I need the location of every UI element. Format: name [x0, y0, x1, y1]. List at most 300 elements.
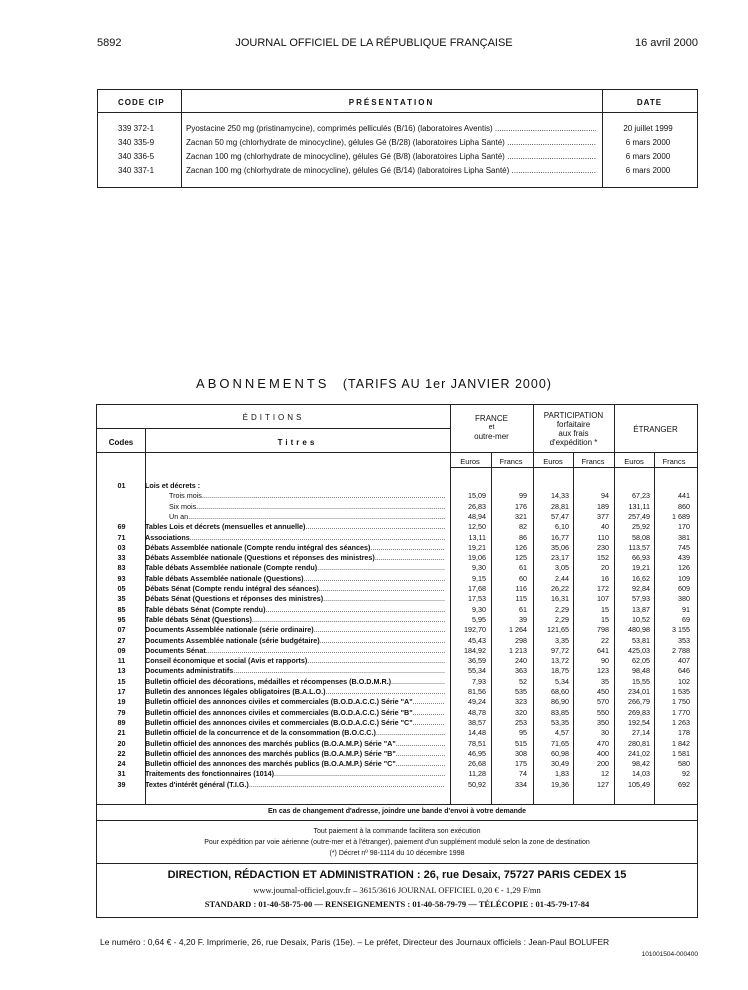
- edition-title: Bulletin officiel des annonces des marchés publics (B.O.A.M.P.) Série "B" .....: [145, 749, 445, 759]
- price-cell: 15: [601, 604, 609, 614]
- price-cell: 2 788: [672, 645, 690, 655]
- cip-code: 340 336-5: [118, 152, 155, 161]
- price-cell: 95: [519, 728, 527, 738]
- tarif-row: [97, 697, 697, 707]
- price-cell: 28,81: [551, 501, 569, 511]
- edition-title: Table débats Sénat (Compte rendu) .....: [145, 605, 445, 615]
- row-date: 6 mars 2000: [625, 138, 671, 147]
- price-cell: 13,11: [468, 532, 486, 542]
- price-cell: 25,92: [632, 522, 650, 532]
- edition-title: Bulletin des annonces légales obligatoires (B.A.L.O.) .....: [145, 687, 445, 697]
- cip-code: 340 337-1: [118, 166, 155, 175]
- price-cell: 257,49: [628, 511, 650, 521]
- price-cell: 308: [515, 748, 527, 758]
- price-cell: 126: [515, 542, 527, 552]
- unit-francs: Francs: [662, 457, 686, 466]
- edition-title: Bulletin officiel des décorations, médailles et récompenses (B.O.D.M.R.) .....: [145, 677, 445, 687]
- tarif-row: [97, 553, 697, 563]
- price-cell: 57,47: [551, 511, 569, 521]
- address-note: En cas de changement d'adresse, joindre une bande d'envoi à votre demande: [267, 808, 527, 815]
- row-date: 20 juillet 1999: [623, 124, 673, 133]
- price-cell: 98,48: [632, 666, 650, 676]
- head-part-line2: forfaitaire: [556, 420, 591, 429]
- payment-note: Tout paiement à la commande facilitera son exécution: [313, 828, 481, 835]
- price-cell: 68,60: [551, 687, 569, 696]
- edition-code: 03: [117, 542, 126, 552]
- price-cell: 1 213: [509, 645, 527, 655]
- edition-title: Débats Sénat (Compte rendu intégral des séances) .....: [145, 584, 445, 594]
- price-cell: 1 535: [672, 687, 690, 696]
- edition-code: 83: [117, 563, 126, 573]
- price-cell: 470: [597, 738, 609, 748]
- price-cell: 16,31: [551, 594, 569, 604]
- price-cell: 116: [515, 584, 527, 593]
- edition-code: 93: [117, 573, 126, 583]
- abonnements-title-rest: (TARIFS AU 1er JANVIER 2000): [342, 377, 552, 391]
- tarifs-table: [96, 404, 698, 918]
- price-cell: 400: [597, 748, 609, 758]
- col-presentation: PRÉSENTATION: [348, 98, 435, 107]
- price-cell: 377: [597, 511, 609, 521]
- price-cell: 90: [601, 656, 609, 666]
- tarif-row: [97, 749, 697, 759]
- price-cell: 692: [678, 779, 690, 789]
- price-cell: 1 263: [672, 717, 690, 727]
- price-cell: 515: [515, 738, 527, 748]
- tarif-row: [97, 656, 697, 666]
- edition-code: 89: [117, 717, 126, 727]
- price-cell: 35,06: [551, 542, 569, 552]
- presentation-text: Zacnan 50 mg (chlorhydrate de minocycline), gélules Gé (B/28) (laboratoires Lipha Santé) .....: [186, 138, 596, 147]
- tarif-row: [97, 636, 697, 646]
- journal-title: JOURNAL OFFICIEL DE LA RÉPUBLIQUE FRANÇAISE: [235, 37, 513, 49]
- price-cell: 125: [515, 553, 527, 563]
- price-cell: 9,15: [472, 573, 486, 583]
- price-cell: 53,81: [632, 635, 650, 645]
- edition-code: 22: [117, 748, 126, 758]
- abonnements-title-main: ABONNEMENTS: [196, 376, 330, 391]
- tarif-row: [97, 502, 697, 512]
- price-cell: 253: [515, 717, 527, 727]
- price-cell: 94: [601, 491, 609, 501]
- price-cell: 110: [597, 532, 609, 542]
- edition-title: Débats Sénat (Questions et réponses des ministres) .....: [145, 594, 445, 604]
- tarif-row: [97, 769, 697, 779]
- row-date: 6 mars 2000: [625, 166, 671, 175]
- price-cell: 82: [519, 522, 527, 532]
- price-cell: 170: [678, 522, 690, 532]
- price-cell: 860: [678, 501, 690, 511]
- price-cell: 26,68: [468, 759, 486, 769]
- price-cell: 61: [519, 604, 527, 614]
- price-cell: 1 581: [672, 748, 690, 758]
- presentation-text: Zacnan 100 mg (chlorhydrate de minocycline), gélules Gé (B/14) (laboratoires Lipha Santé) .....: [186, 166, 596, 175]
- edition-code: 79: [117, 707, 126, 717]
- price-cell: 439: [678, 553, 690, 563]
- price-cell: 98,42: [632, 759, 650, 769]
- price-cell: 39: [519, 614, 527, 624]
- head-etranger: ÉTRANGER: [633, 425, 678, 434]
- price-cell: 441: [678, 491, 690, 501]
- price-cell: 1,83: [555, 769, 569, 779]
- print-code: 101001504-000400: [641, 951, 698, 958]
- edition-code: 11: [117, 656, 126, 666]
- price-cell: 105,49: [628, 779, 650, 789]
- edition-code: 69: [117, 522, 126, 532]
- price-cell: 49,24: [468, 697, 486, 707]
- tarif-row: [97, 543, 697, 553]
- price-cell: 66,93: [632, 553, 650, 563]
- price-cell: 3 155: [672, 625, 690, 635]
- table-row: [98, 138, 697, 152]
- price-cell: 184,92: [464, 645, 486, 655]
- edition-title: Débats Assemblée nationale (Compte rendu intégral des séances) .....: [145, 543, 445, 553]
- tarif-row: [97, 625, 697, 635]
- price-cell: 280,81: [628, 738, 650, 748]
- edition-code: 71: [117, 532, 126, 542]
- price-cell: 46,95: [468, 748, 486, 758]
- price-cell: 234,01: [628, 687, 650, 696]
- price-cell: 14,03: [632, 769, 650, 779]
- price-cell: 350: [597, 717, 609, 727]
- price-cell: 178: [678, 728, 690, 738]
- price-cell: 1 770: [672, 707, 690, 717]
- tarif-row: [97, 574, 697, 584]
- price-cell: 407: [678, 656, 690, 666]
- price-cell: 798: [597, 625, 609, 635]
- edition-code: 31: [117, 769, 126, 779]
- price-cell: 16,77: [551, 532, 569, 542]
- price-cell: 115: [515, 594, 527, 604]
- cip-code: 340 335-9: [118, 138, 155, 147]
- price-cell: 86: [519, 532, 527, 542]
- tarif-row: [97, 594, 697, 604]
- price-cell: 121,65: [547, 625, 569, 635]
- edition-title: Documents Assemblée nationale (série ordinaire) .....: [145, 625, 445, 635]
- website-line: www.journal-officiel.gouv.fr – 3615/3616 JOURNAL OFFICIEL 0,20 € - 1,29 F/mn: [253, 885, 541, 895]
- price-cell: 609: [678, 584, 690, 593]
- price-cell: 86,90: [551, 697, 569, 707]
- price-cell: 97,72: [551, 645, 569, 655]
- price-cell: 18,75: [551, 666, 569, 676]
- price-cell: 57,93: [632, 594, 650, 604]
- edition-title: Bulletin officiel des annonces des marchés publics (B.O.A.M.P.) Série "C" .....: [145, 759, 445, 769]
- price-cell: 48,94: [468, 511, 486, 521]
- price-cell: 1 689: [672, 511, 690, 521]
- price-cell: 19,36: [551, 779, 569, 789]
- price-cell: 230: [597, 542, 609, 552]
- price-cell: 50,92: [468, 779, 486, 789]
- tarif-row: [97, 512, 697, 522]
- price-cell: 580: [678, 759, 690, 769]
- edition-title: Associations .....: [145, 533, 445, 543]
- price-cell: 176: [515, 501, 527, 511]
- decree-note: (*) Décret nº 98-1114 du 10 décembre 1998: [329, 850, 465, 857]
- abonnements-title: [0, 376, 748, 391]
- edition-code: 33: [117, 553, 126, 563]
- table-row: [98, 152, 697, 166]
- price-cell: 10,52: [632, 614, 650, 624]
- air-shipping-note: Pour expédition par voie aérienne (outre-mer et à l'étranger), paiement d'un supplément modulé selon la zone de destination: [204, 839, 590, 846]
- price-cell: 60,98: [551, 748, 569, 758]
- tarif-row: [97, 584, 697, 594]
- price-cell: 13,87: [632, 604, 650, 614]
- price-cell: 334: [515, 779, 527, 789]
- price-cell: 23,17: [551, 553, 569, 563]
- price-cell: 107: [597, 594, 609, 604]
- price-cell: 38,57: [468, 717, 486, 727]
- price-cell: 48,78: [468, 707, 486, 717]
- edition-title: Documents administratifs .....: [145, 666, 445, 676]
- presentation-text: Pyostacine 250 mg (pristinamycine), comprimés pelliculés (B/16) (laboratoires Aventis) .....: [186, 124, 596, 133]
- tarif-row: [97, 615, 697, 625]
- phone-line: STANDARD : 01-40-58-75-00 — RENSEIGNEMENTS : 01-40-58-79-79 — TÉLÉCOPIE : 01-45-79-17-84: [204, 899, 590, 909]
- price-cell: 62,05: [632, 656, 650, 666]
- edition-code: 85: [117, 604, 126, 614]
- edition-code: 95: [117, 614, 126, 624]
- col-code-cip: CODE CIP: [118, 98, 165, 107]
- edition-title: Bulletin officiel des annonces des marchés publics (B.O.A.M.P.) Série "A" .....: [145, 739, 445, 749]
- price-cell: 15: [601, 614, 609, 624]
- edition-title: Documents Sénat .....: [145, 646, 445, 656]
- edition-code: 27: [117, 635, 126, 645]
- price-cell: 1 750: [672, 697, 690, 707]
- cip-table: [97, 89, 698, 188]
- price-cell: 646: [678, 666, 690, 676]
- price-cell: 1 264: [509, 625, 527, 635]
- edition-code: 24: [117, 759, 126, 769]
- unit-euros: Euros: [460, 457, 480, 466]
- price-cell: 14,48: [468, 728, 486, 738]
- price-cell: 91: [682, 604, 690, 614]
- price-cell: 27,14: [632, 728, 650, 738]
- edition-title: Trois mois .....: [169, 491, 445, 501]
- price-cell: 241,02: [628, 748, 650, 758]
- price-cell: 69: [682, 614, 690, 624]
- price-cell: 26,22: [551, 584, 569, 593]
- price-cell: 641: [597, 645, 609, 655]
- price-cell: 16,62: [632, 573, 650, 583]
- edition-title: Bulletin officiel des annonces civiles et commerciales (B.O.D.A.C.C.) Série "A" .....: [145, 697, 445, 707]
- tarif-row: [97, 728, 697, 738]
- col-date: DATE: [636, 98, 663, 107]
- price-cell: 480,98: [628, 625, 650, 635]
- price-cell: 5,95: [472, 614, 486, 624]
- edition-code: 13: [117, 666, 126, 676]
- edition-title: Débats Assemblée nationale (Questions et réponses des ministres) .....: [145, 553, 445, 563]
- edition-code: 05: [117, 584, 126, 593]
- tarif-row: [97, 739, 697, 749]
- head-france-line1: FRANCE: [475, 414, 508, 423]
- tarif-row: [97, 522, 697, 532]
- price-cell: 30: [601, 728, 609, 738]
- price-cell: 126: [678, 563, 690, 573]
- head-france-line3: outre-mer: [474, 432, 509, 441]
- head-participation: [533, 411, 614, 447]
- price-cell: 3,35: [555, 635, 569, 645]
- price-cell: 189: [597, 501, 609, 511]
- price-cell: 298: [515, 635, 527, 645]
- price-cell: 15,09: [468, 491, 486, 501]
- edition-title: Textes d'intérêt général (T.I.G.) .....: [145, 780, 445, 790]
- price-cell: 5,34: [555, 676, 569, 686]
- tarif-row: [97, 687, 697, 697]
- price-cell: 16: [601, 573, 609, 583]
- price-cell: 123: [597, 666, 609, 676]
- price-cell: 4,57: [555, 728, 569, 738]
- price-cell: 550: [597, 707, 609, 717]
- price-cell: 17,53: [468, 594, 486, 604]
- price-cell: 745: [678, 542, 690, 552]
- price-cell: 266,79: [628, 697, 650, 707]
- presentation-text: Zacnan 100 mg (chlorhydrate de minocycline), gélules Gé (B/8) (laboratoires Lipha Santé) .....: [186, 152, 596, 161]
- price-cell: 535: [515, 687, 527, 696]
- page-number: 5892: [97, 37, 122, 49]
- price-cell: 83,85: [551, 707, 569, 717]
- price-cell: 19,06: [468, 553, 486, 563]
- price-cell: 67,23: [632, 491, 650, 501]
- price-cell: 3,05: [555, 563, 569, 573]
- price-cell: 26,83: [468, 501, 486, 511]
- unit-euros: Euros: [624, 457, 644, 466]
- price-cell: 12: [601, 769, 609, 779]
- cip-code: 339 372-1: [118, 124, 155, 133]
- tarif-row: [97, 666, 697, 676]
- price-cell: 2,44: [555, 573, 569, 583]
- price-cell: 55,34: [468, 666, 486, 676]
- edition-title: Documents Assemblée nationale (série budgétaire) .....: [145, 636, 445, 646]
- price-cell: 92,84: [632, 584, 650, 593]
- edition-code: 19: [117, 697, 126, 707]
- price-cell: 425,03: [628, 645, 650, 655]
- price-cell: 35: [601, 676, 609, 686]
- unit-francs: Francs: [581, 457, 605, 466]
- edition-code: 15: [117, 676, 126, 686]
- head-titres: Titres: [277, 438, 318, 447]
- edition-title: Tables Lois et décrets (mensuelles et annuelle) .....: [145, 522, 445, 532]
- price-cell: 78,51: [468, 738, 486, 748]
- price-cell: 269,83: [628, 707, 650, 717]
- edition-title: Table débats Sénat (Questions) .....: [145, 615, 445, 625]
- price-cell: 20: [601, 563, 609, 573]
- price-cell: 192,70: [464, 625, 486, 635]
- edition-code: 20: [117, 738, 126, 748]
- tarif-row: [97, 759, 697, 769]
- price-cell: 74: [519, 769, 527, 779]
- price-cell: 6,10: [555, 522, 569, 532]
- price-cell: 200: [597, 759, 609, 769]
- price-cell: 71,65: [551, 738, 569, 748]
- price-cell: 7,93: [472, 676, 486, 686]
- edition-code: 35: [117, 594, 126, 604]
- price-cell: 36,59: [468, 656, 486, 666]
- head-france-line2: et: [488, 424, 495, 431]
- edition-code: 39: [117, 779, 126, 789]
- edition-title: Six mois .....: [169, 502, 445, 512]
- price-cell: 321: [515, 511, 527, 521]
- price-cell: 152: [597, 553, 609, 563]
- edition-title: Un an .....: [169, 512, 445, 522]
- price-cell: 192,54: [628, 717, 650, 727]
- price-cell: 19,21: [468, 542, 486, 552]
- edition-title: Table débats Assemblée nationale (Compte rendu) .....: [145, 563, 445, 573]
- price-cell: 113,57: [628, 542, 650, 552]
- edition-code: 07: [117, 625, 126, 635]
- price-cell: 175: [515, 759, 527, 769]
- price-cell: 9,30: [472, 563, 486, 573]
- head-part-line1: PARTICIPATION: [543, 411, 604, 420]
- price-imprint-line: Le numéro : 0,64 € - 4,20 F. Imprimerie, 26, rue Desaix, Paris (15e). – Le préfet, Directeur des Journaux officiels : Jean-Paul BOLUFER: [100, 937, 610, 947]
- edition-title: Traitements des fonctionnaires (1014) .....: [145, 769, 445, 779]
- tarif-row: [97, 491, 697, 501]
- price-cell: 102: [678, 676, 690, 686]
- price-cell: 353: [678, 635, 690, 645]
- price-cell: 45,43: [468, 635, 486, 645]
- price-cell: 363: [515, 666, 527, 676]
- price-cell: 9,30: [472, 604, 486, 614]
- unit-francs: Francs: [499, 457, 523, 466]
- price-cell: 11,28: [468, 769, 486, 779]
- head-part-line4: d'expédition *: [549, 438, 598, 447]
- price-cell: 450: [597, 687, 609, 696]
- tarif-row: [97, 718, 697, 728]
- edition-title: Table débats Assemblée nationale (Questions) .....: [145, 574, 445, 584]
- price-cell: 127: [597, 779, 609, 789]
- price-cell: 2,29: [555, 604, 569, 614]
- price-cell: 2,29: [555, 614, 569, 624]
- edition-code: 09: [117, 645, 126, 655]
- direction-address: DIRECTION, RÉDACTION ET ADMINISTRATION : 26, rue Desaix, 75727 PARIS CEDEX 15: [167, 869, 627, 881]
- row-date: 6 mars 2000: [625, 152, 671, 161]
- price-cell: 13,72: [551, 656, 569, 666]
- price-cell: 15,55: [632, 676, 650, 686]
- table-row: [98, 166, 697, 180]
- issue-date: 16 avril 2000: [635, 37, 698, 49]
- tarif-row: [97, 708, 697, 718]
- price-cell: 61: [519, 563, 527, 573]
- price-cell: 53,35: [551, 717, 569, 727]
- price-cell: 240: [515, 656, 527, 666]
- edition-code: 21: [117, 728, 126, 738]
- edition-title: Conseil économique et social (Avis et rapports) .....: [145, 656, 445, 666]
- edition-code: 01: [117, 481, 126, 490]
- price-cell: 320: [515, 707, 527, 717]
- price-cell: 60: [519, 573, 527, 583]
- price-cell: 380: [678, 594, 690, 604]
- head-france: [450, 414, 533, 441]
- price-cell: 570: [597, 697, 609, 707]
- edition-title: Lois et décrets :: [145, 481, 201, 490]
- price-cell: 381: [678, 532, 690, 542]
- tarif-row: [97, 481, 697, 491]
- price-cell: 22: [601, 635, 609, 645]
- price-cell: 323: [515, 697, 527, 707]
- edition-code: 17: [117, 687, 126, 696]
- price-cell: 109: [678, 573, 690, 583]
- tarif-row: [97, 780, 697, 790]
- edition-title: Bulletin officiel de la concurrence et de la consommation (B.O.C.C.) .....: [145, 728, 445, 738]
- price-cell: 40: [601, 522, 609, 532]
- price-cell: 1 842: [672, 738, 690, 748]
- price-cell: 81,56: [468, 687, 486, 696]
- head-editions: ÉDITIONS: [242, 413, 305, 422]
- tarif-row: [97, 563, 697, 573]
- tarif-row: [97, 677, 697, 687]
- price-cell: 30,49: [551, 759, 569, 769]
- table-row: [98, 124, 697, 138]
- head-part-line3: aux frais: [558, 429, 589, 438]
- price-cell: 17,68: [468, 584, 486, 593]
